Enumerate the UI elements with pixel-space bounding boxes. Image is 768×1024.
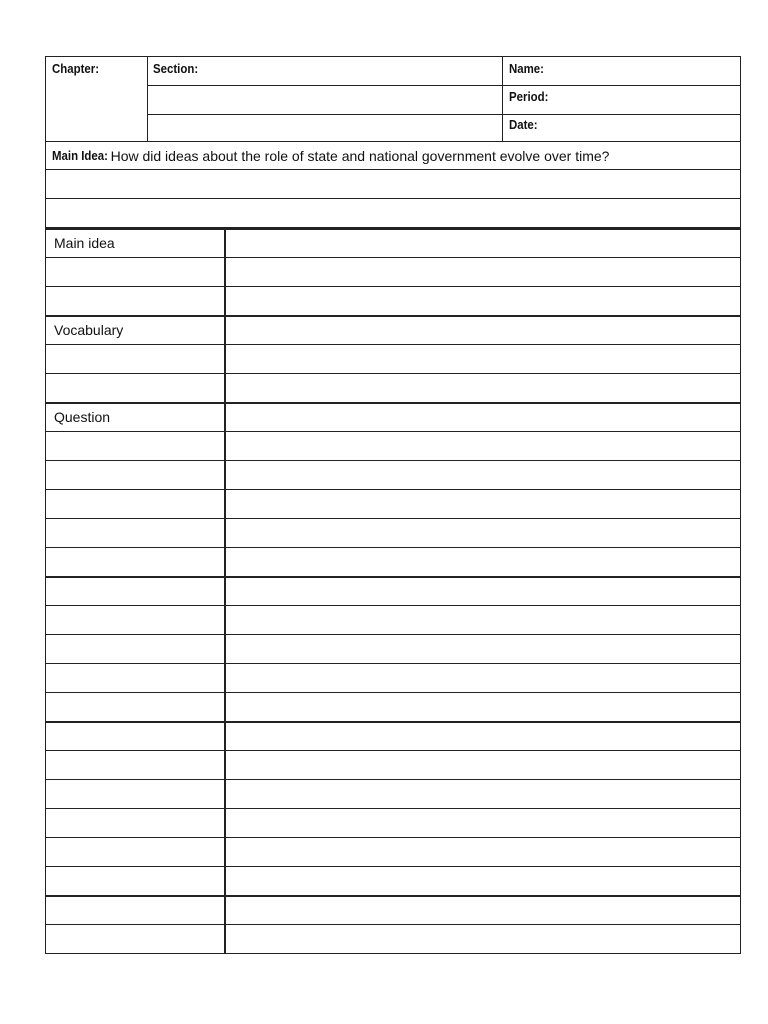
notes-row bbox=[46, 750, 740, 779]
notes-cell bbox=[226, 723, 740, 750]
notes-cell bbox=[226, 809, 740, 837]
cue-cell bbox=[46, 258, 226, 286]
cue-cell bbox=[46, 548, 226, 576]
cue-cell bbox=[46, 374, 226, 402]
cue-cell bbox=[46, 751, 226, 779]
chapter-label: Chapter: bbox=[52, 61, 100, 76]
notes-cell bbox=[226, 897, 740, 924]
cue-cell bbox=[46, 519, 226, 547]
cue-cell: Question bbox=[46, 404, 226, 431]
notes-cell bbox=[226, 404, 740, 431]
notes-row bbox=[46, 431, 740, 460]
notes-row bbox=[46, 547, 740, 576]
main-idea-question: How did ideas about the role of state and national government evolve over time? bbox=[110, 147, 610, 164]
answer-line bbox=[45, 170, 741, 199]
cue-cell bbox=[46, 490, 226, 518]
notes-row bbox=[46, 721, 740, 750]
header-block bbox=[45, 56, 741, 142]
header-rule bbox=[147, 114, 740, 115]
cue-cell bbox=[46, 635, 226, 663]
cue-cell bbox=[46, 925, 226, 953]
notes-row bbox=[46, 518, 740, 547]
notes-cell bbox=[226, 461, 740, 489]
cue-cell bbox=[46, 606, 226, 634]
notes-cell bbox=[226, 635, 740, 663]
notes-row bbox=[46, 605, 740, 634]
cue-cell bbox=[46, 578, 226, 605]
header-divider-chapter bbox=[147, 57, 148, 141]
notes-cell bbox=[226, 693, 740, 721]
notes-cell bbox=[226, 519, 740, 547]
notes-row bbox=[46, 286, 740, 315]
notes-row bbox=[46, 692, 740, 721]
notes-cell bbox=[226, 925, 740, 953]
notes-cell bbox=[226, 578, 740, 605]
notes-row bbox=[46, 634, 740, 663]
notes-cell bbox=[226, 230, 740, 257]
cue-cell bbox=[46, 723, 226, 750]
notes-row bbox=[46, 344, 740, 373]
cue-cell: Vocabulary bbox=[46, 317, 226, 344]
cue-cell bbox=[46, 809, 226, 837]
header-rule bbox=[147, 85, 740, 86]
notes-row bbox=[46, 315, 740, 344]
notes-cell bbox=[226, 432, 740, 460]
notes-cell bbox=[226, 317, 740, 344]
date-label: Date: bbox=[509, 117, 538, 132]
cue-cell bbox=[46, 780, 226, 808]
cornell-notes-grid bbox=[45, 228, 741, 954]
cue-cell bbox=[46, 838, 226, 866]
notes-cell bbox=[226, 345, 740, 373]
notes-row bbox=[46, 489, 740, 518]
cue-cell bbox=[46, 897, 226, 924]
notes-row bbox=[46, 576, 740, 605]
notes-row bbox=[46, 663, 740, 692]
notes-cell bbox=[226, 374, 740, 402]
notes-worksheet bbox=[45, 56, 741, 954]
notes-row bbox=[46, 895, 740, 924]
cue-cell bbox=[46, 287, 226, 315]
notes-row bbox=[46, 837, 740, 866]
main-idea-row bbox=[45, 142, 741, 170]
header-divider-section bbox=[502, 57, 503, 141]
notes-cell bbox=[226, 606, 740, 634]
notes-cell bbox=[226, 780, 740, 808]
cue-cell bbox=[46, 664, 226, 692]
name-label: Name: bbox=[509, 61, 544, 76]
cue-cell bbox=[46, 432, 226, 460]
notes-cell bbox=[226, 548, 740, 576]
cue-cell bbox=[46, 461, 226, 489]
notes-cell bbox=[226, 258, 740, 286]
notes-row bbox=[46, 779, 740, 808]
notes-row bbox=[46, 866, 740, 895]
notes-cell bbox=[226, 867, 740, 895]
notes-cell bbox=[226, 490, 740, 518]
section-label: Section: bbox=[153, 61, 199, 76]
cue-cell: Main idea bbox=[46, 230, 226, 257]
notes-cell bbox=[226, 838, 740, 866]
notes-cell bbox=[226, 751, 740, 779]
period-label: Period: bbox=[509, 89, 549, 104]
main-idea-label: Main Idea: bbox=[52, 148, 108, 163]
notes-cell bbox=[226, 287, 740, 315]
notes-row bbox=[46, 402, 740, 431]
notes-row bbox=[46, 257, 740, 286]
notes-cell bbox=[226, 664, 740, 692]
notes-row bbox=[46, 228, 740, 257]
notes-row bbox=[46, 373, 740, 402]
notes-row bbox=[46, 808, 740, 837]
cue-cell bbox=[46, 345, 226, 373]
answer-line bbox=[45, 199, 741, 228]
notes-row bbox=[46, 460, 740, 489]
cue-cell bbox=[46, 693, 226, 721]
cue-cell bbox=[46, 867, 226, 895]
notes-row bbox=[46, 924, 740, 953]
